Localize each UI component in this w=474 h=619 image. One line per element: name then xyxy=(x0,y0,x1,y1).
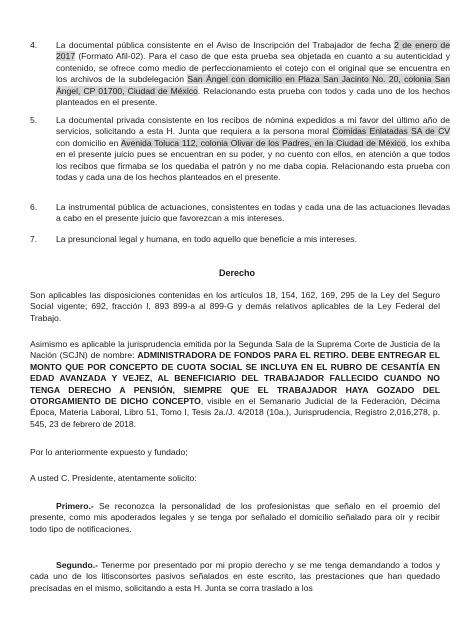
highlighted-company: Comidas Enlatadas SA de CV xyxy=(332,126,451,137)
item-text: La documental pública consistente en el Aviso de Inscripción del Trabajador de fecha 2 de enero de 2017 (Formato Afil-02). Para el caso de que esta prueba sea objetada en cuanto a su autenticidad y contenido, se ofrece como medio de perfeccionamiento el cotejo con el original que se encuentra en los archivos de la subdelegación San Ángel con domicilio en Plaza San Jacinto No. 20, colonia San Ángel, CP 01700, Ciudad de México. Relacionando esta prueba con todos y cada uno de los hechos planteados en el presente. xyxy=(56,40,450,108)
highlighted-address: Avenida Toluca 112, colonia Olivar de los Padres, en la Ciudad de México xyxy=(120,137,406,148)
item-number: 7. xyxy=(30,234,38,244)
section-heading: Derecho xyxy=(218,268,255,278)
highlighted-address: San Ángel con domicilio en Plaza San Jacinto No. 20, colonia San Ángel, CP 01700, Ciudad de México xyxy=(56,74,450,96)
item-number: 5. xyxy=(30,115,38,125)
highlighted-date: 2 de enero de 2017 xyxy=(56,40,450,62)
item-text: La documental privada consistente en los recibos de nómina expedidos a mi favor del último año de servicios, solicitando a esta H. Junta que requiera a la persona moral Comidas Enlatadas SA de CV con domicilio en Avenida Toluca 112, colonia Olivar de los Padres, en la Ciudad de México, los exhiba en el presente juicio pues se encuentran en su poder, y no cuento con ellos, en atención a que todos los recibos que firmaba se los quedaba el patrón y no me daba copia. Relacionando esta prueba con todas y cada una de los hechos planteados en el presente. xyxy=(56,115,451,183)
petition-first: Primero.- Se reconozca la personalidad de los profesionistas que señalo en el proemio del presente, como mis apoderados legales y se tenga por señalado el domicilio señalado para oír y recibir todo tipo de notificaciones. xyxy=(30,501,440,534)
jurisprudence-paragraph: Asimismo es aplicable la jurisprudencia emitida por la Segunda Sala de la Suprema Corte de Justicia de la Nación (SCJN) de nombre: ADMINISTRADORA DE FONDOS PARA EL RETIRO. DEBE ENTREGAR EL MONTO QUE POR CONCEPTO DE CUOTA SOCIAL SE INCLUYA EN EL RUBRO DE CESANTÍA EN EDAD AVANZADA Y VEJEZ, AL BENEFICIARIO DEL TRABAJADOR FALLECIDO CUANDO NO TENGA DERECHO A PENSIÓN, SIEMPRE QUE EL TRABAJADOR HAYA GOZADO DEL OTORGAMIENTO DE DICHO CONCEPTO, visible en el Semanario Judicial de la Federación, Décima Época, Materia Laboral, Libro 51, Tomo I, Tesis 2a./J. 4/2018 (10a.), Jurisprudencia, Registro 2,016,278, p. 545, 23 de febrero de 2018. xyxy=(30,339,440,429)
closing-statement: Por lo anteriormente expuesto y fundado; xyxy=(30,447,188,457)
jurisprudence-title: ADMINISTRADORA DE FONDOS PARA EL RETIRO. DEBE ENTREGAR EL MONTO QUE POR CONCEPTO DE CUOTA SOCIAL SE INCLUYA EN EL RUBRO DE CESANTÍA EN EDAD AVANZADA Y VEJEZ, AL BENEFICIARIO DEL TRABAJADOR FALLECIDO CUANDO NO TENGA DERECHO A PENSIÓN, SIEMPRE QUE EL TRABAJADOR HAYA GOZADO DEL OTORGAMIENTO DE DICHO CONCEPTO xyxy=(30,350,440,407)
legal-basis-paragraph: Son aplicables las disposiciones contenidas en los artículos 18, 154, 162, 169, 295 de la Ley del Seguro Social vigente; 692, fracción I, 893 899-a al 899-G y demás relativos aplicables de la Ley Federal del Trabajo. xyxy=(30,290,440,323)
item-number: 6. xyxy=(30,202,38,212)
item-text: La instrumental pública de actuaciones, consistentes en todas y cada una de las actuaciones llevadas a cabo en el presente juicio que favorezcan a mis intereses. xyxy=(56,202,450,224)
petition-label: Segundo.- xyxy=(56,560,99,570)
request-intro: A usted C. Presidente, atentamente solicito: xyxy=(30,473,197,483)
item-text: La presuncional legal y humana, en todo aquello que beneficie a mis intereses. xyxy=(56,234,357,244)
item-number: 4. xyxy=(30,40,38,50)
petition-label: Primero.- xyxy=(56,501,94,511)
petition-second: Segundo.- Tenerme por presentado por mi propio derecho y se me tenga demandando a todos y cada uno de los litisconsortes pasivos señalados en este escrito, las prestaciones que han quedado precisadas en el mismo, solicitando a esta H. Junta se corra traslado a los xyxy=(30,560,440,593)
